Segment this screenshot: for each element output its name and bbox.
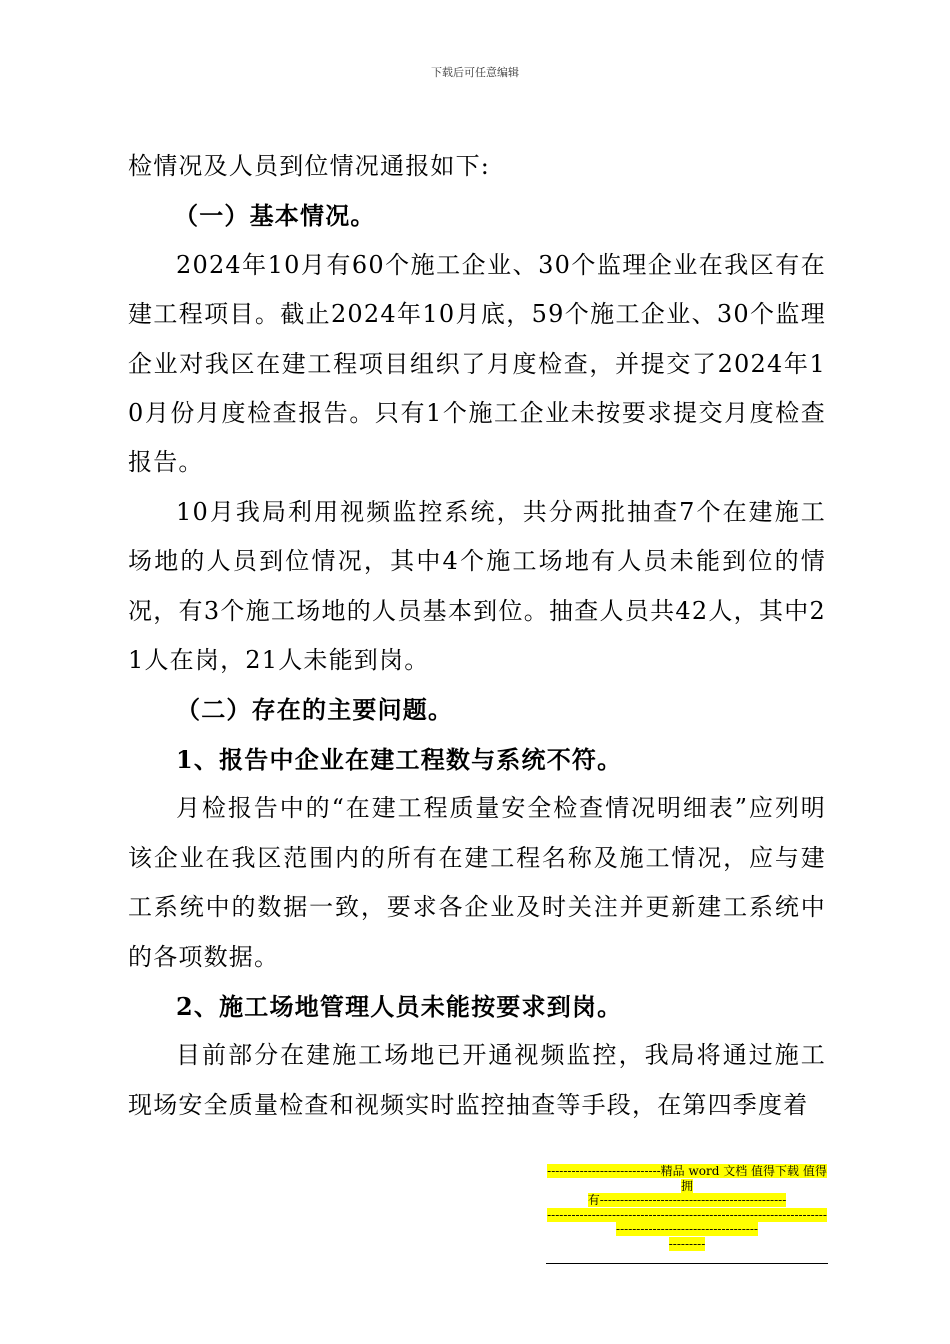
footer-line-2: 有----------------------------------------------: [587, 1193, 787, 1207]
paragraph-enterprise-stats: 2024年10月有60个施工企业、30个监理企业在我区有在建工程项目。截止2024年10月底，59个施工企业、30个监理企业对我区在建工程项目组织了月度检查，并提交了2024年10月份月度检查报告。只有1个施工企业未按要求提交月度检查报告。: [128, 250, 826, 477]
footer-line-4: ---------: [668, 1236, 706, 1251]
paragraph-video-inspection: 10月我局利用视频监控系统，共分两批抽查7个在建施工场地的人员到位情况，其中4个施工场地有人员未能到位的情况，有3个施工场地的人员基本到位。抽查人员共42人，其中21人在岗，21人未能到岗。: [128, 497, 826, 675]
paragraph-report-requirements: 月检报告中的“在建工程质量安全检查情况明细表”应列明该企业在我区范围内的所有在建工程名称及施工情况，应与建工系统中的数据一致，要求各企业及时关注并更新建工系统中的各项数据。: [128, 794, 826, 971]
subheading-project-count-mismatch: 1、报告中企业在建工程数与系统不符。: [176, 744, 623, 774]
section-heading-main-problems: （二）存在的主要问题。: [176, 695, 454, 725]
footer-divider: [546, 1263, 828, 1264]
footer-line-1: ----------------------------精品 word 文档 值得下载 值得拥: [547, 1164, 827, 1193]
paragraph-continuation: 检情况及人员到位情况通报如下:: [128, 152, 491, 180]
subheading-staff-absence: 2、施工场地管理人员未能按要求到岗。: [176, 991, 623, 1021]
page-header-note: 下载后可任意编辑: [431, 66, 519, 79]
footer-watermark-box: [546, 1164, 828, 1251]
section-heading-basic-situation: （一）基本情况。: [174, 201, 376, 231]
footer-line-3: --------------------------------------------------------------------------------------------------------: [547, 1207, 827, 1236]
paragraph-monitoring-measures: 目前部分在建施工场地已开通视频监控，我局将通过施工现场安全质量检查和视频实时监控抽查等手段，在第四季度着: [128, 1041, 826, 1119]
document-body: [128, 142, 826, 1130]
